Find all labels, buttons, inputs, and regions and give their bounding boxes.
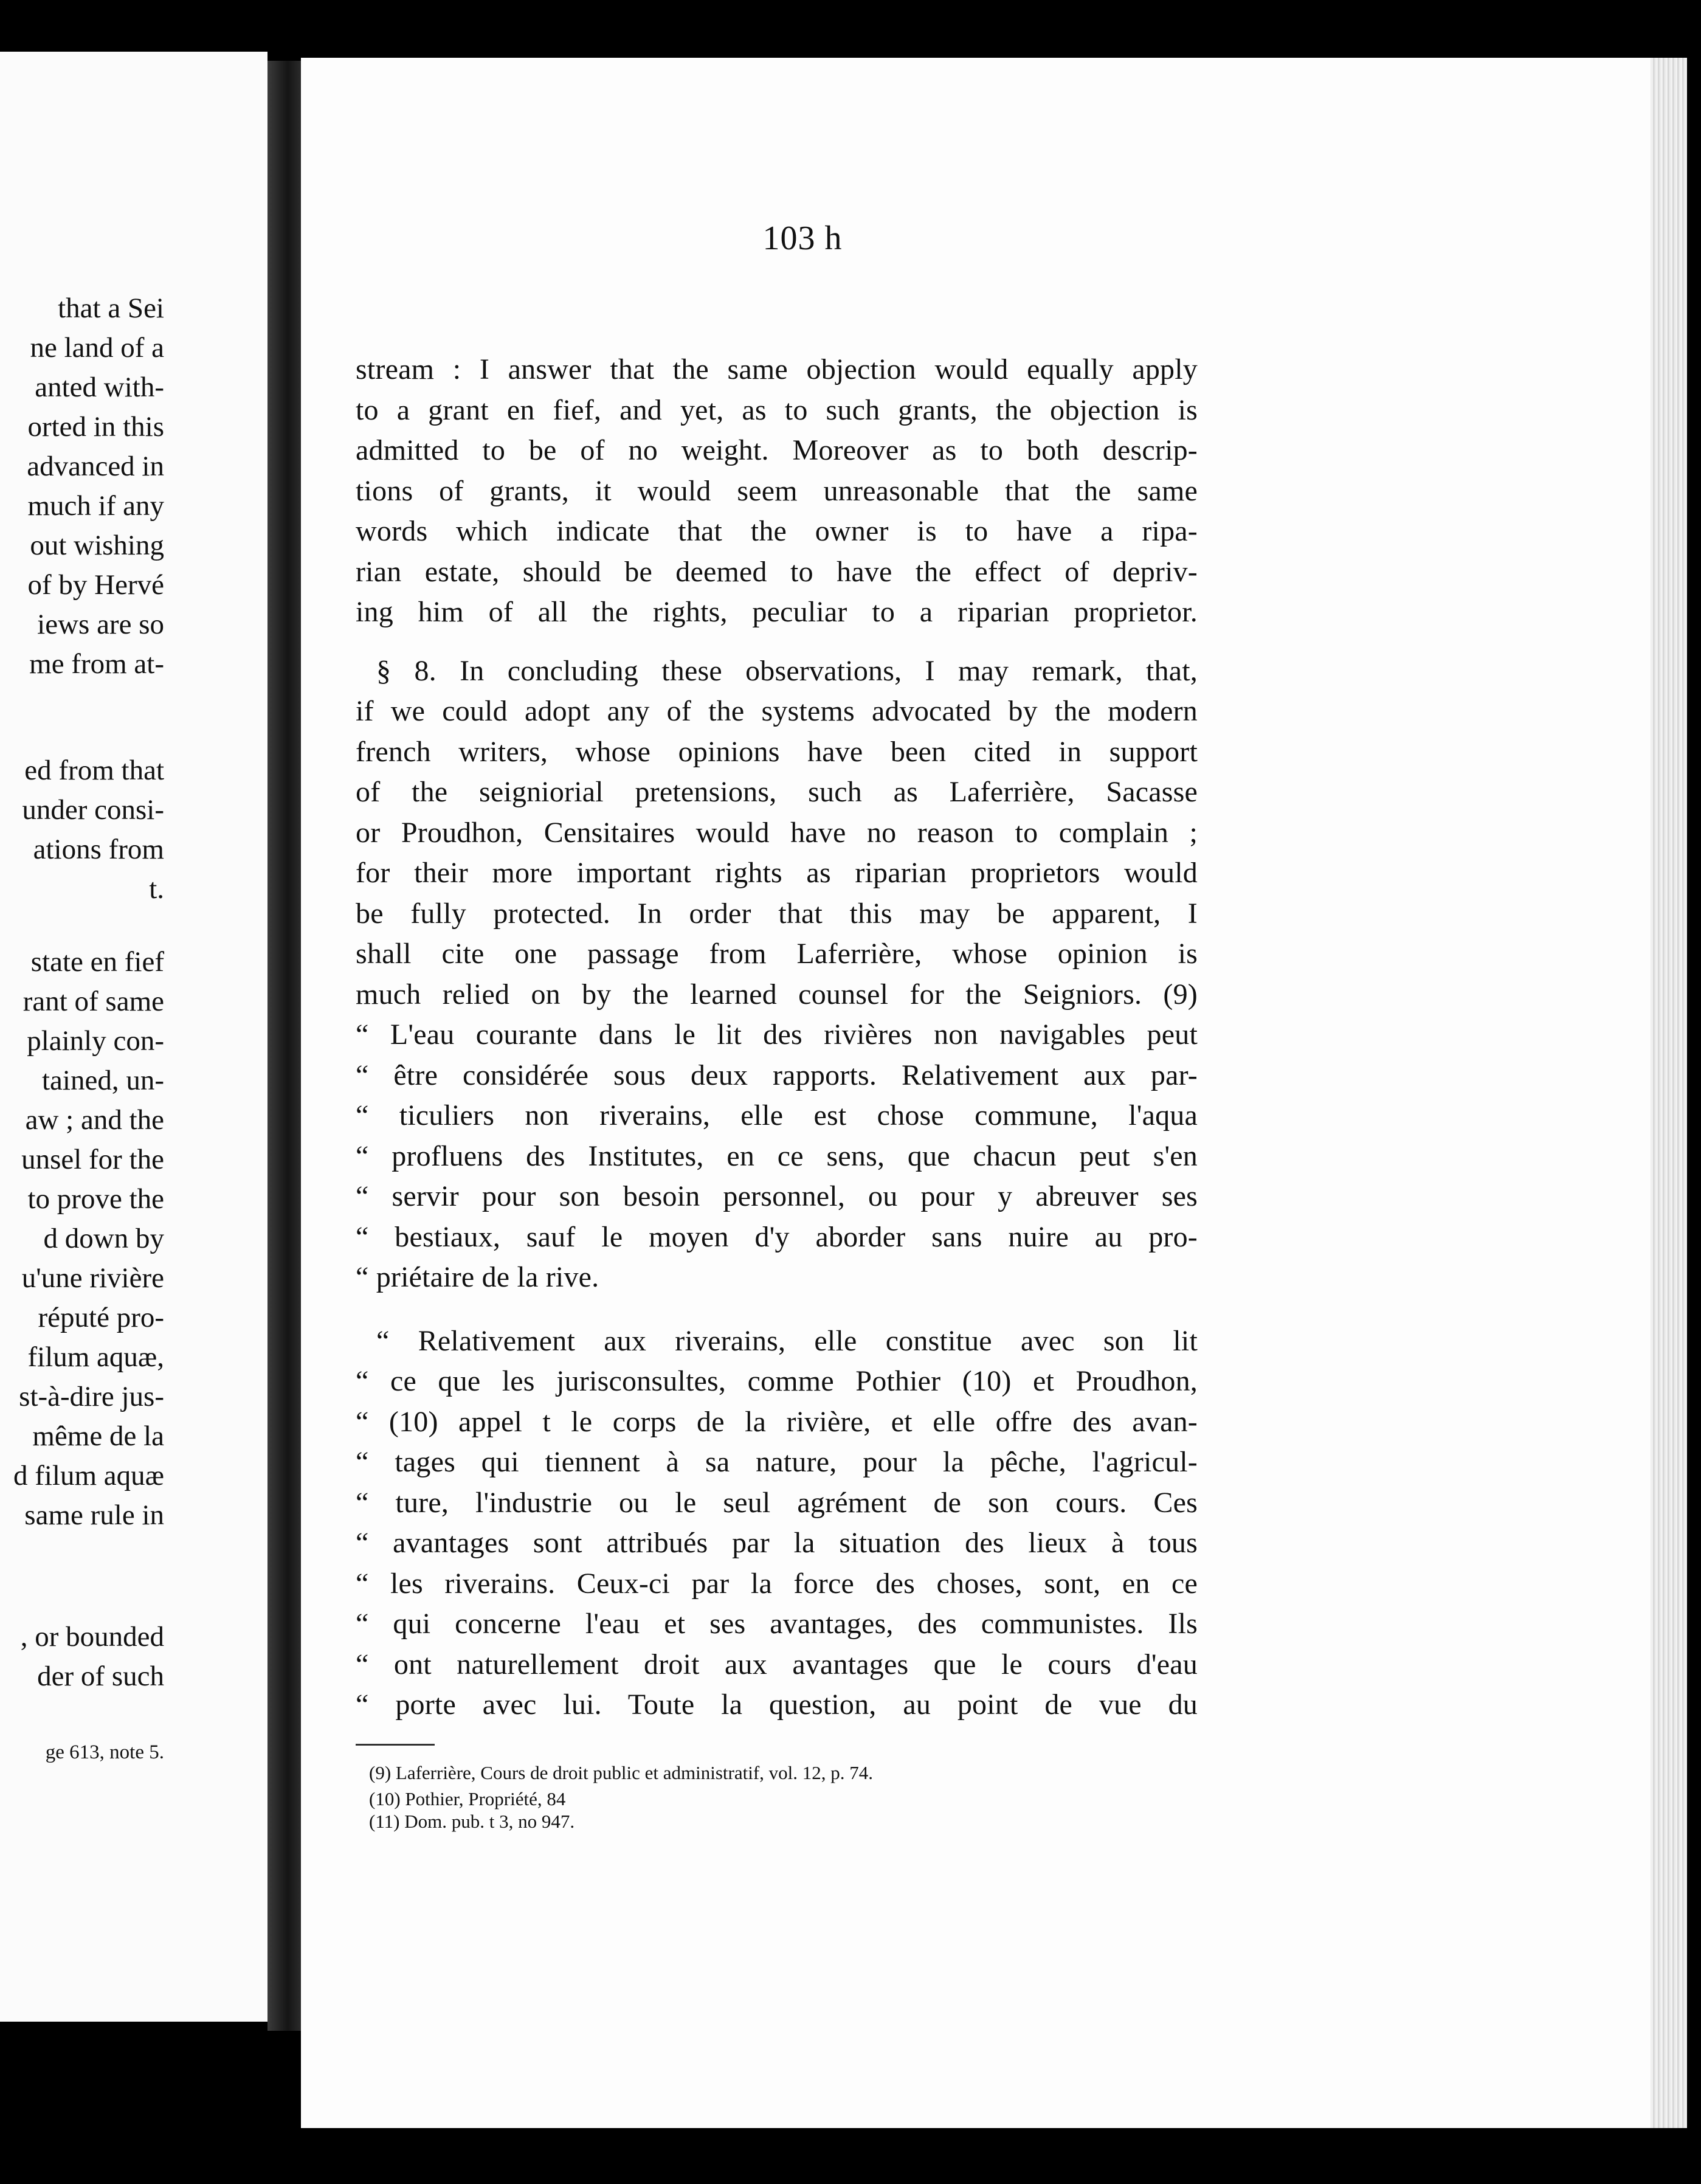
paragraph-3 [356, 1321, 1198, 1726]
text-line: “ être considérée sous deux rapports. Relativement aux par- [356, 1059, 1198, 1091]
text-line: much relied on by the learned counsel for the Seigniors. (9) [356, 978, 1198, 1011]
text-line: “ avantages sont attribués par la situation des lieux à tous [356, 1527, 1198, 1559]
text-line: stream : I answer that the same objection would equally apply [356, 353, 1198, 385]
text-line: “ Relativement aux riverains, elle constitue avec son lit [376, 1324, 1198, 1357]
left-line: orted in this [27, 411, 164, 443]
text-line: if we could adopt any of the systems advocated by the modern [356, 695, 1198, 727]
text-line: “ (10) appel t le corps de la rivière, et elle offre des avan- [356, 1405, 1198, 1438]
text-line: french writers, whose opinions have been cited in support [356, 735, 1198, 768]
footnote-rule [356, 1744, 435, 1746]
left-line: même de la [32, 1420, 164, 1452]
text-line: § 8. In concluding these observations, I may remark, that, [376, 654, 1198, 687]
book-gutter [267, 61, 301, 2031]
left-line: unsel for the [21, 1144, 164, 1175]
text-line: “ priétaire de la rive. [356, 1261, 599, 1293]
text-line: tions of grants, it would seem unreasonable that the same [356, 474, 1198, 507]
footnote: (11) Dom. pub. t 3, no 947. [369, 1810, 575, 1832]
footnotes [356, 1761, 1198, 1833]
left-line: to prove the [27, 1183, 164, 1215]
left-line: advanced in [27, 451, 164, 482]
text-line: “ ce que les jurisconsultes, comme Pothier (10) et Proudhon, [356, 1365, 1198, 1397]
text-line: “ qui concerne l'eau et ses avantages, des communistes. Ils [356, 1608, 1198, 1640]
left-line: me from at- [29, 648, 164, 680]
text-line: admitted to be of no weight. Moreover as to both descrip- [356, 434, 1198, 466]
left-page-fragment [0, 52, 267, 2022]
left-line: much if any [27, 490, 164, 522]
text-line: for their more important rights as riparian proprietors would [356, 857, 1198, 889]
left-line: ed from that [24, 755, 164, 786]
footnote: (9) Laferrière, Cours de droit public et administratif, vol. 12, p. 74. [369, 1761, 874, 1783]
body-text [356, 350, 1198, 1833]
text-line: “ ont naturellement droit aux avantages que le cours d'eau [356, 1648, 1198, 1681]
left-line: anted with- [35, 371, 164, 403]
left-line: réputé pro- [38, 1302, 164, 1333]
right-page [301, 58, 1687, 2128]
left-line: under consi- [22, 794, 164, 826]
left-line: d filum aquæ [13, 1460, 164, 1491]
left-line: same rule in [24, 1499, 164, 1531]
text-line: “ bestiaux, sauf le moyen d'y aborder sans nuire au pro- [356, 1220, 1198, 1253]
page-edges [1651, 58, 1687, 2128]
text-line: “ L'eau courante dans le lit des rivières non navigables peut [356, 1018, 1198, 1051]
text-line: be fully protected. In order that this may be apparent, I [356, 897, 1198, 930]
left-line: iews are so [37, 609, 164, 640]
paragraph-2 [356, 651, 1198, 1298]
left-line: ations from [33, 834, 164, 865]
left-line: d down by [43, 1223, 164, 1254]
left-line: ne land of a [30, 332, 164, 364]
left-line: filum aquæ, [27, 1341, 164, 1373]
text-line: shall cite one passage from Laferrière, whose opinion is [356, 938, 1198, 970]
left-line: aw ; and the [25, 1104, 164, 1136]
paragraph-1 [356, 350, 1198, 633]
text-line: or Proudhon, Censitaires would have no reason to complain ; [356, 816, 1198, 849]
left-line: st-à-dire jus- [19, 1381, 164, 1412]
text-line: “ ture, l'industrie ou le seul agrément de son cours. Ces [356, 1486, 1198, 1519]
left-line: of by Hervé [27, 569, 164, 601]
text-line: words which indicate that the owner is to have a ripa- [356, 515, 1198, 547]
left-line: t. [149, 873, 164, 905]
text-line: to a grant en fief, and yet, as to such grants, the objection is [356, 393, 1198, 426]
left-line: rant of same [22, 986, 164, 1017]
text-line: “ porte avec lui. Toute la question, au point de vue du [356, 1688, 1198, 1721]
text-line: “ servir pour son besoin personnel, ou pour y abreuver ses [356, 1180, 1198, 1212]
left-line: state en fief [30, 946, 164, 978]
left-line: , or bounded [20, 1621, 164, 1653]
text-line: “ profluens des Institutes, en ce sens, que chacun peut s'en [356, 1139, 1198, 1172]
page-number: 103 h [762, 219, 843, 257]
text-line: “ tages qui tiennent à sa nature, pour la pêche, l'agricul- [356, 1446, 1198, 1478]
left-line: plainly con- [27, 1025, 164, 1057]
left-line: that a Sei [58, 292, 164, 324]
text-line: “ les riverains. Ceux-ci par la force des choses, sont, en ce [356, 1567, 1198, 1600]
left-line: u'une rivière [21, 1262, 164, 1294]
text-line: “ ticuliers non riverains, elle est chose commune, l'aqua [356, 1099, 1198, 1132]
text-line: rian estate, should be deemed to have the effect of depriv- [356, 555, 1198, 588]
footnote: (10) Pothier, Propriété, 84 [369, 1788, 566, 1809]
left-line: tained, un- [42, 1065, 164, 1096]
text-line: of the seigniorial pretensions, such as Laferrière, Sacasse [356, 776, 1198, 808]
left-line: der of such [37, 1660, 164, 1692]
text-line: ing him of all the rights, peculiar to a riparian proprietor. [356, 596, 1198, 628]
left-footnote: ge 613, note 5. [45, 1741, 164, 1763]
left-line: out wishing [30, 530, 164, 561]
